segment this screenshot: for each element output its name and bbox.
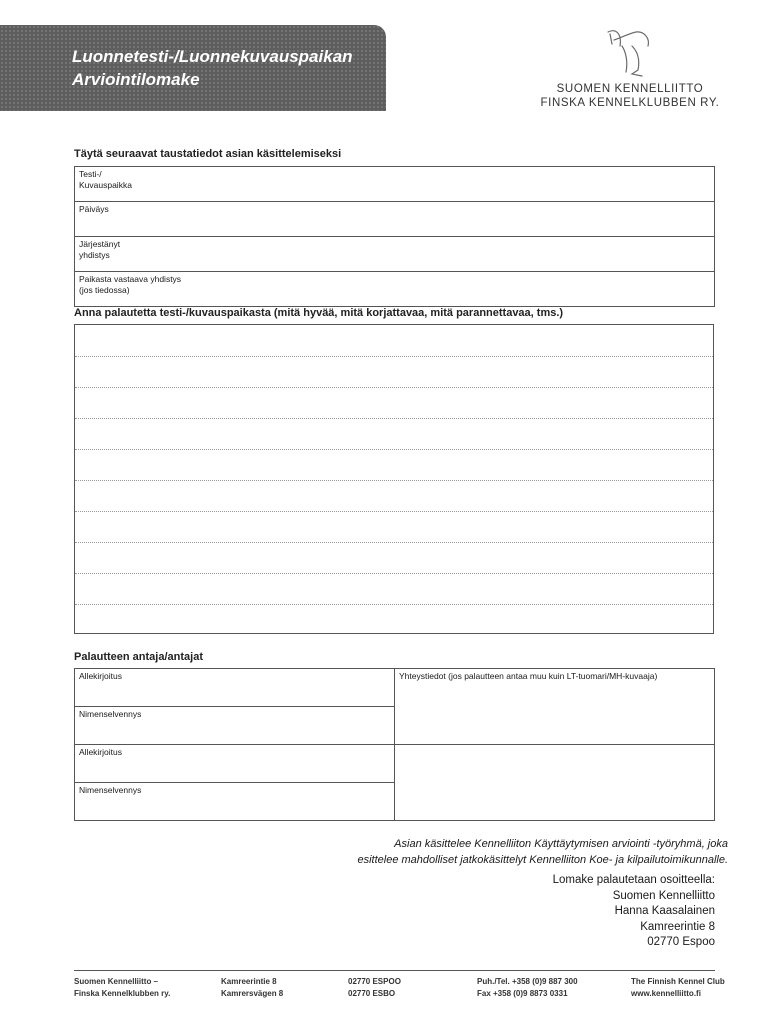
organization-name-sv: FINSKA KENNELKLUBBEN RY. bbox=[540, 97, 720, 109]
return-address-line4: 02770 Espoo bbox=[647, 936, 715, 948]
dog-head-logo-icon bbox=[598, 22, 658, 80]
form-title-line2: Arviointilomake bbox=[72, 70, 200, 89]
form-title-line1: Luonnetesti-/Luonnekuvauspaikan bbox=[72, 47, 353, 66]
name-clarification-field-1[interactable]: Nimenselvennys bbox=[75, 707, 395, 745]
feedback-line bbox=[75, 387, 713, 388]
testing-place-field[interactable]: Testi-/ Kuvauspaikka bbox=[75, 167, 715, 202]
processing-note-line2: esittelee mahdolliset jatkokäsittelyt Kennelliiton Koe- ja kilpailutoimikunnalle. bbox=[357, 854, 728, 866]
footer-street-line1: Kamreerintie 8 bbox=[221, 977, 277, 986]
feedback-line bbox=[75, 542, 713, 543]
footer-street-line2: Kamrersvägen 8 bbox=[221, 989, 284, 998]
footer-org-line2: Finska Kennelklubben ry. bbox=[74, 989, 171, 998]
processing-note-line1: Asian käsittelee Kennelliiton Käyttäytymisen arviointi -työryhmä, joka bbox=[394, 838, 728, 850]
feedback-line bbox=[75, 356, 713, 357]
footer-phone bbox=[477, 976, 578, 1000]
date-field[interactable]: Päiväys bbox=[75, 202, 715, 237]
feedback-line bbox=[75, 480, 713, 481]
footer-fax-line2: Fax +358 (0)9 8873 0331 bbox=[477, 989, 568, 998]
feedback-line bbox=[75, 604, 713, 605]
return-address-line3: Kamreerintie 8 bbox=[640, 920, 715, 933]
feedback-line bbox=[75, 511, 713, 512]
signature-field-2[interactable]: Allekirjoitus bbox=[75, 745, 395, 783]
form-title bbox=[72, 45, 353, 91]
return-address-line2: Hanna Kaasalainen bbox=[614, 905, 715, 917]
footer-phone-line1: Puh./Tel. +358 (0)9 887 300 bbox=[477, 977, 578, 986]
feedback-givers-heading: Palautteen antaja/antajat bbox=[74, 651, 203, 663]
signature-field-1[interactable]: Allekirjoitus bbox=[75, 669, 395, 707]
responsible-association-field[interactable]: Paikasta vastaava yhdistys (jos tiedossa) bbox=[75, 272, 715, 307]
footer-web-line1: The Finnish Kennel Club bbox=[631, 977, 725, 986]
footer-postal bbox=[348, 976, 401, 1000]
footer-postal-line2: 02770 ESBO bbox=[348, 989, 396, 998]
organization-name bbox=[530, 82, 730, 110]
feedback-line bbox=[75, 573, 713, 574]
footer-postal-line1: 02770 ESPOO bbox=[348, 977, 401, 986]
feedback-line bbox=[75, 449, 713, 450]
contact-info-field-1[interactable]: Yhteystiedot (jos palautteen antaa muu kuin LT-tuomari/MH-kuvaaja) bbox=[395, 669, 715, 745]
footer-web-link[interactable]: www.kennelliitto.fi bbox=[631, 989, 701, 998]
footer-web bbox=[631, 976, 725, 1000]
background-info-table bbox=[74, 166, 715, 307]
return-address-line1: Suomen Kennelliitto bbox=[612, 889, 715, 902]
organization-name-fi: SUOMEN KENNELLIITTO bbox=[556, 83, 704, 95]
footer-org bbox=[74, 976, 170, 1000]
return-address bbox=[553, 873, 715, 951]
footer-street bbox=[221, 976, 283, 1000]
feedback-heading: Anna palautetta testi-/kuvauspaikasta (mitä hyvää, mitä korjattavaa, mitä parannettavaa, tms.) bbox=[74, 307, 564, 319]
processing-note bbox=[208, 836, 728, 868]
background-heading: Täytä seuraavat taustatiedot asian käsittelemiseksi bbox=[74, 148, 342, 160]
organizer-field[interactable]: Järjestänyt yhdistys bbox=[75, 237, 715, 272]
contact-info-field-2[interactable] bbox=[395, 745, 715, 821]
feedback-givers-table bbox=[74, 668, 715, 821]
name-clarification-field-2[interactable]: Nimenselvennys bbox=[75, 783, 395, 821]
return-address-intro: Lomake palautetaan osoitteella: bbox=[552, 874, 715, 886]
feedback-line bbox=[75, 418, 713, 419]
footer-org-line1: Suomen Kennelliitto – bbox=[74, 977, 159, 986]
footer-divider bbox=[74, 970, 715, 971]
feedback-textarea[interactable] bbox=[74, 324, 714, 634]
